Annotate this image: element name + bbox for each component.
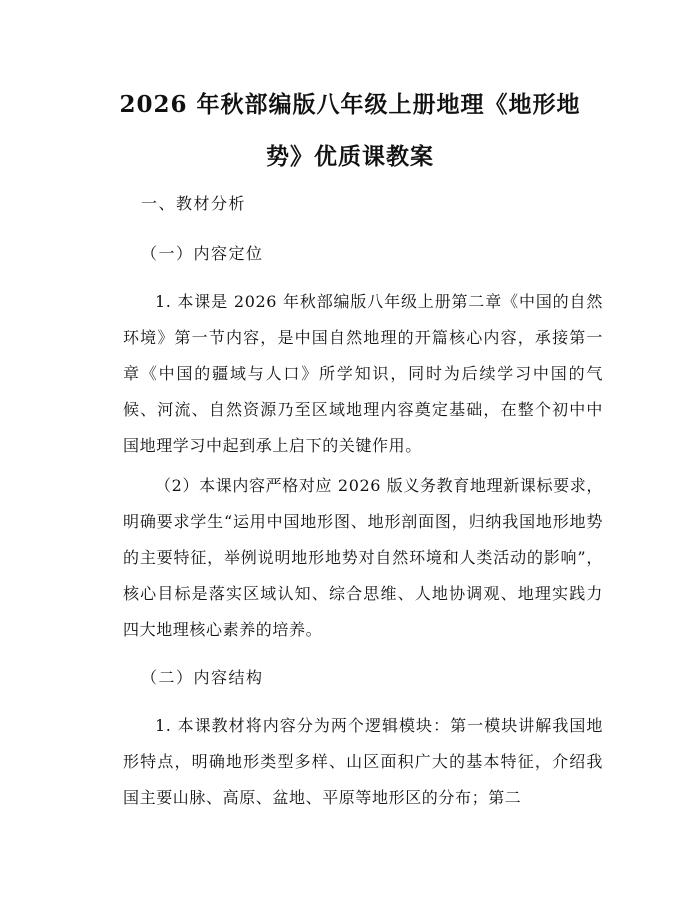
- document-title-line-2: 势》优质课教案: [266, 143, 434, 170]
- subsection-heading-content-positioning: （一）内容定位: [141, 244, 264, 263]
- paragraph-2-text: （2）本课内容严格对应 2026 版义务教育地理新课标要求，明确要求学生“运用中国地形图、地形剖面图，归纳我国地形地势的主要特征，举例说明地形地势对自然环境和人类活动的影响”，核心目标是落实区域认知、综合思维、人地协调观、地理实践力四大地理核心素养的培养。: [123, 476, 603, 639]
- section-heading-textbook-analysis: 一、教材分析: [141, 194, 247, 213]
- paragraph-3-text: 1. 本课教材将内容分为两个逻辑模块：第一模块讲解我国地形特点，明确地形类型多样、山区面积广大的基本特征，介绍我国主要山脉、高原、盆地、平原等地形区的分布；第二: [123, 716, 603, 807]
- paragraph-3: [123, 708, 603, 818]
- paragraph-1-text: 1. 本课是 2026 年秋部编版八年级上册第二章《中国的自然环境》第一节内容，是中国自然地理的开篇核心内容，承接第一章《中国的疆域与人口》所学知识，同时为后续学习中国的气候、河流、自然资源乃至区域地理内容奠定基础，在整个初中中国地理学习中起到承上启下的关键作用。: [123, 292, 603, 455]
- subsection-heading-content-structure: （二）内容结构: [141, 668, 264, 687]
- paragraph-2: [123, 468, 603, 650]
- paragraph-1: [123, 284, 603, 466]
- document-title-line-1: 2026 年秋部编版八年级上册地理《地形地: [119, 91, 581, 118]
